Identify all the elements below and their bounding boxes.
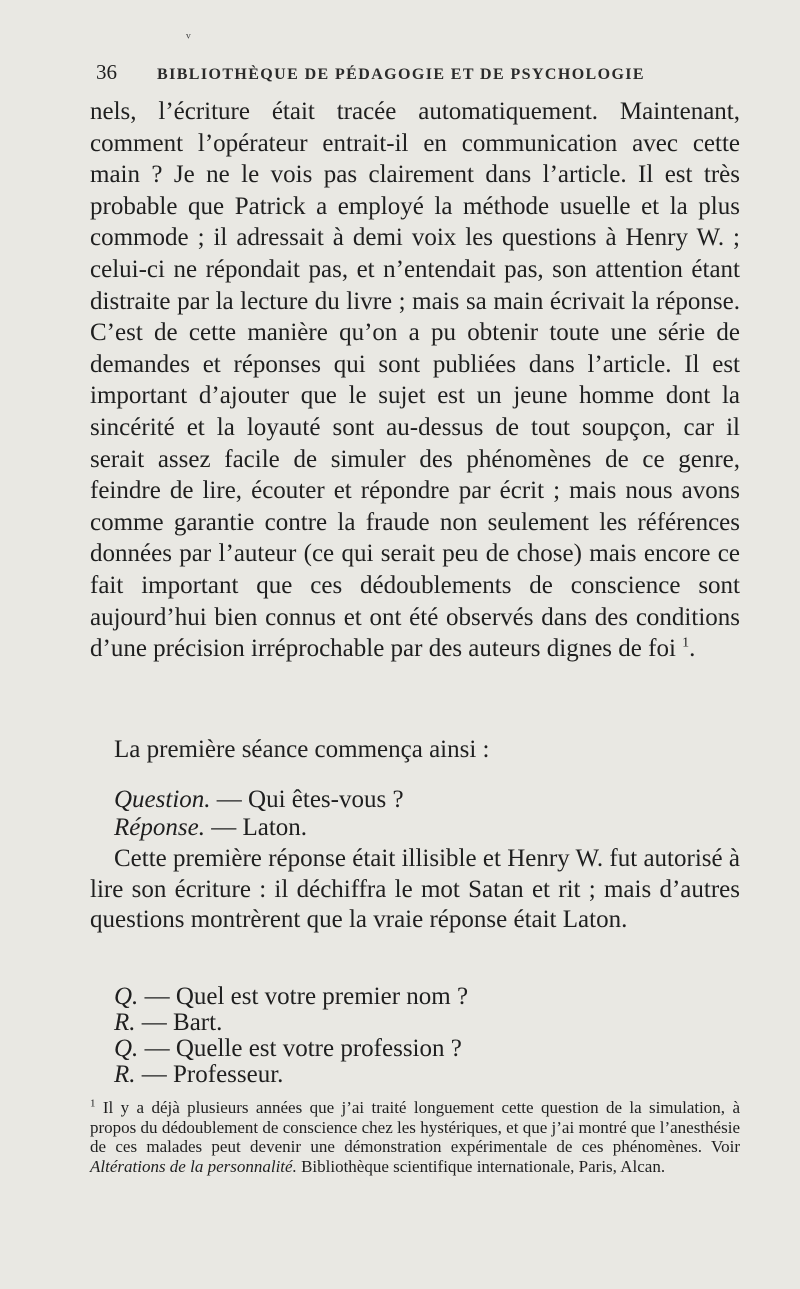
dialog-label: R. [114,1009,136,1036]
dialog-label: Réponse. [114,814,205,841]
dialog-line [114,1062,764,1088]
dialog-line [114,1010,764,1036]
dialog-text: — Quelle est votre profession ? [138,1035,462,1062]
dialog-line [114,814,764,842]
dialog-text: — Laton. [204,814,308,841]
footnote-reference: 1 [682,635,690,651]
main-paragraph-text: nels, l’écriture était tracée automatiquement. Maintenant, comment l’opérateur entrait-il en communication avec cette main ? Je ne le vois pas clairement dans l’article. Il est très probable que Patrick a employé la méthode usuelle et la plus commode ; il adressait à demi voix les questions à Henry W. ; celui-ci ne répondait pas, et n’entendait pas, son attention étant distraite par la lecture du livre ; mais sa main écrivait la réponse. C’est de cette manière qu’on a pu obtenir toute une série de demandes et réponses qui sont publiées dans l’article. Il est important d’ajouter que le sujet est un jeune homme dont la sincérité et la loyauté sont au-dessus de tout soupçon, car il serait assez facile de simuler des phénomènes de ce genre, feindre de lire, écouter et répondre par écrit ; mais nous avons comme garantie contre la fraude non seulement les références données par l’auteur (ce qui serait peu de chose) mais encore ce fait important que ces dédoublements de conscience sont aujourd’hui bien connus et ont été observés dans des conditions d’une précision irréprochable par des auteurs dignes de foi [90,98,740,663]
dialog-label: Q. [114,1035,139,1062]
footnote-text-after: Bibliothèque scientifique internationale, Paris, Alcan. [296,1156,666,1176]
dialog-label: Question. [114,786,211,813]
page-header [96,60,696,85]
footnote [90,1098,740,1176]
dialog-questions [90,984,764,1088]
footnote-mark: 1 [90,1097,96,1110]
dialog-text: — Bart. [135,1009,223,1036]
dialog-first-session [90,786,764,842]
main-paragraph-block [90,96,740,665]
second-paragraph: Cette première réponse était illisible et Henry W. fut autorisé à lire son écriture : il déchiffra le mot Satan et rit ; mais d’autres questions montrèrent que la vraie réponse était Laton. [90,845,740,933]
dialog-line [114,984,764,1010]
printer-mark: ᵛ [186,30,191,47]
dialog-text: — Quel est votre premier nom ? [138,983,469,1010]
page-number: 36 [96,60,117,84]
dialog-line [114,1036,764,1062]
dialog-text: — Professeur. [135,1061,284,1088]
dialog-label: R. [114,1061,136,1088]
intro-line: La première séance commença ainsi : [114,736,490,763]
footnote-italic-title: Altérations de la personnalité. [90,1156,297,1176]
running-head: BIBLIOTHÈQUE DE PÉDAGOGIE ET DE PSYCHOLOGIE [157,66,646,83]
dialog-label: Q. [114,983,139,1010]
dialog-line [114,786,764,814]
dialog-text: — Qui êtes-vous ? [210,786,404,813]
footnote-text-before: Il y a déjà plusieurs années que j’ai traité longuement cette question de la simulation, à propos du dédoublement de conscience chez les hystériques, et que j’ai montré que l’anesthésie de ces malades peut devenir une démonstration expérimentale de ces phénomènes. Voir [90,1098,740,1156]
main-paragraph: nels, l’écriture était tracée automatiquement. Maintenant, comment l’opérateur entrait-il en communication avec cette main ? Je ne le vois pas clairement dans l’article. Il est très probable que Patrick a employé la méthode usuelle et la plus commode ; il adressait à demi voix les questions à Henry W. ; celui-ci ne répondait pas, et n’entendait pas, son attention étant distraite par la lecture du livre ; mais sa main écrivait la réponse. C’est de cette manière qu’on a pu obtenir toute une série de demandes et réponses qui sont publiées dans l’article. Il est important d’ajouter que le sujet est un jeune homme dont la sincérité et la loyauté sont au-dessus de tout soupçon, car il serait assez facile de simuler des phénomènes de ce genre, feindre de lire, écouter et répondre par écrit ; mais nous avons comme garantie contre la fraude non seulement les références données par l’auteur (ce qui serait peu de chose) mais encore ce fait important que ces dédoublements de conscience sont aujourd’hui bien connus et ont été observés dans des conditions d’une précision irréprochable par des auteurs dignes de foi $^1$. [90,98,740,663]
